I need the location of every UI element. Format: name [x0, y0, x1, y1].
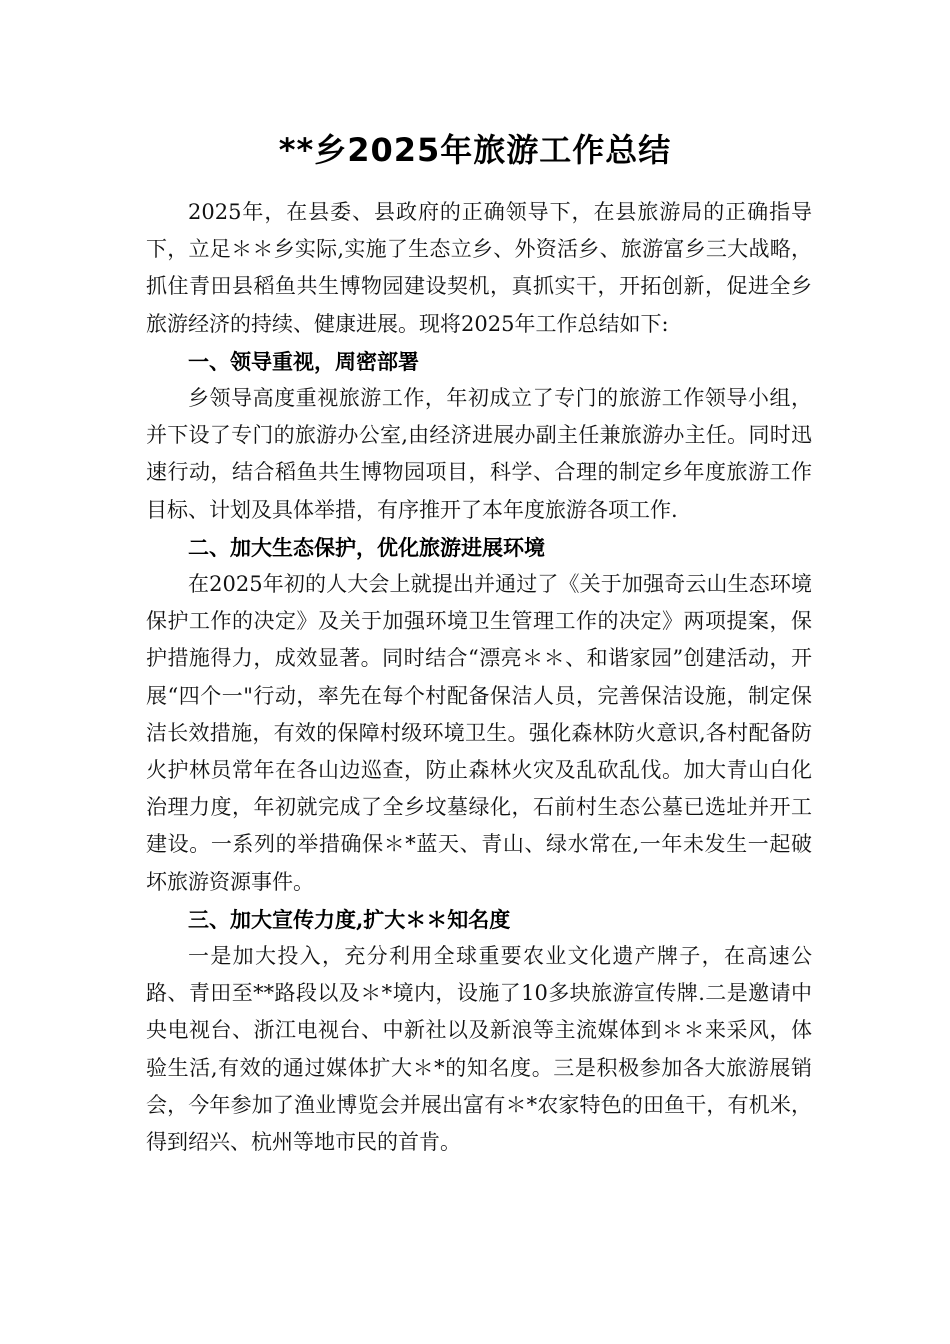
section-heading-publicity: 三、加大宣传力度,扩大＊＊知名度 [188, 906, 511, 932]
section-text-leadership: 乡领导高度重视旅游工作，年初成立了专门的旅游工作领导小组，并下设了专门的旅游办公室,由经济进展办副主任兼旅游办主任。同时迅速行动，结合稻鱼共生博物园项目，科学、合理的制定乡年度旅游工作目标、计划及具体举措，有序推开了本年度旅游各项工作. [146, 386, 812, 522]
section-heading-leadership: 一、领导重视，周密部署 [188, 348, 419, 374]
section-heading-ecology: 二、加大生态保护，优化旅游进展环境 [188, 534, 545, 560]
section-text-publicity: 一是加大投入，充分利用全球重要农业文化遗产牌子，在高速公路、青田至**路段以及＊*境内，设施了10多块旅游宣传牌.二是邀请中央电视台、浙江电视台、中新社以及新浪等主流媒体到＊＊来采风，体验生活,有效的通过媒体扩大＊*的知名度。三是积极参加各大旅游展销会，今年参加了渔业博览会并展出富有＊*农家特色的田鱼干，有机米，得到绍兴、杭州等地市民的首肯。 [146, 944, 812, 1155]
document-body [146, 194, 812, 1161]
section-text-ecology: 在2025年初的人大会上就提出并通过了《关于加强奇云山生态环境保护工作的决定》及关于加强环境卫生管理工作的决定》两项提案，保护措施得力，成效显著。同时结合“漂亮＊＊、和谐家园”创建活动，开展“四个一"行动，率先在每个村配备保洁人员，完善保洁设施，制定保洁长效措施，有效的保障村级环境卫生。强化森林防火意识,各村配备防火护林员常年在各山边巡查，防止森林火灾及乱砍乱伐。加大青山白化治理力度，年初就完成了全乡坟墓绿化，石前村生态公墓已选址并开工建设。一系列的举措确保＊*蓝天、青山、绿水常在,一年未发生一起破坏旅游资源事件。 [146, 572, 812, 894]
document-title: **乡2025年旅游工作总结 [278, 131, 672, 169]
intro-paragraph: 2025年，在县委、县政府的正确领导下，在县旅游局的正确指导下，立足＊＊乡实际,实施了生态立乡、外资活乡、旅游富乡三大战略，抓住青田县稻鱼共生博物园建设契机，真抓实干，开拓创新，促进全乡旅游经济的持续、健康进展。现将2025年工作总结如下: [146, 200, 812, 336]
